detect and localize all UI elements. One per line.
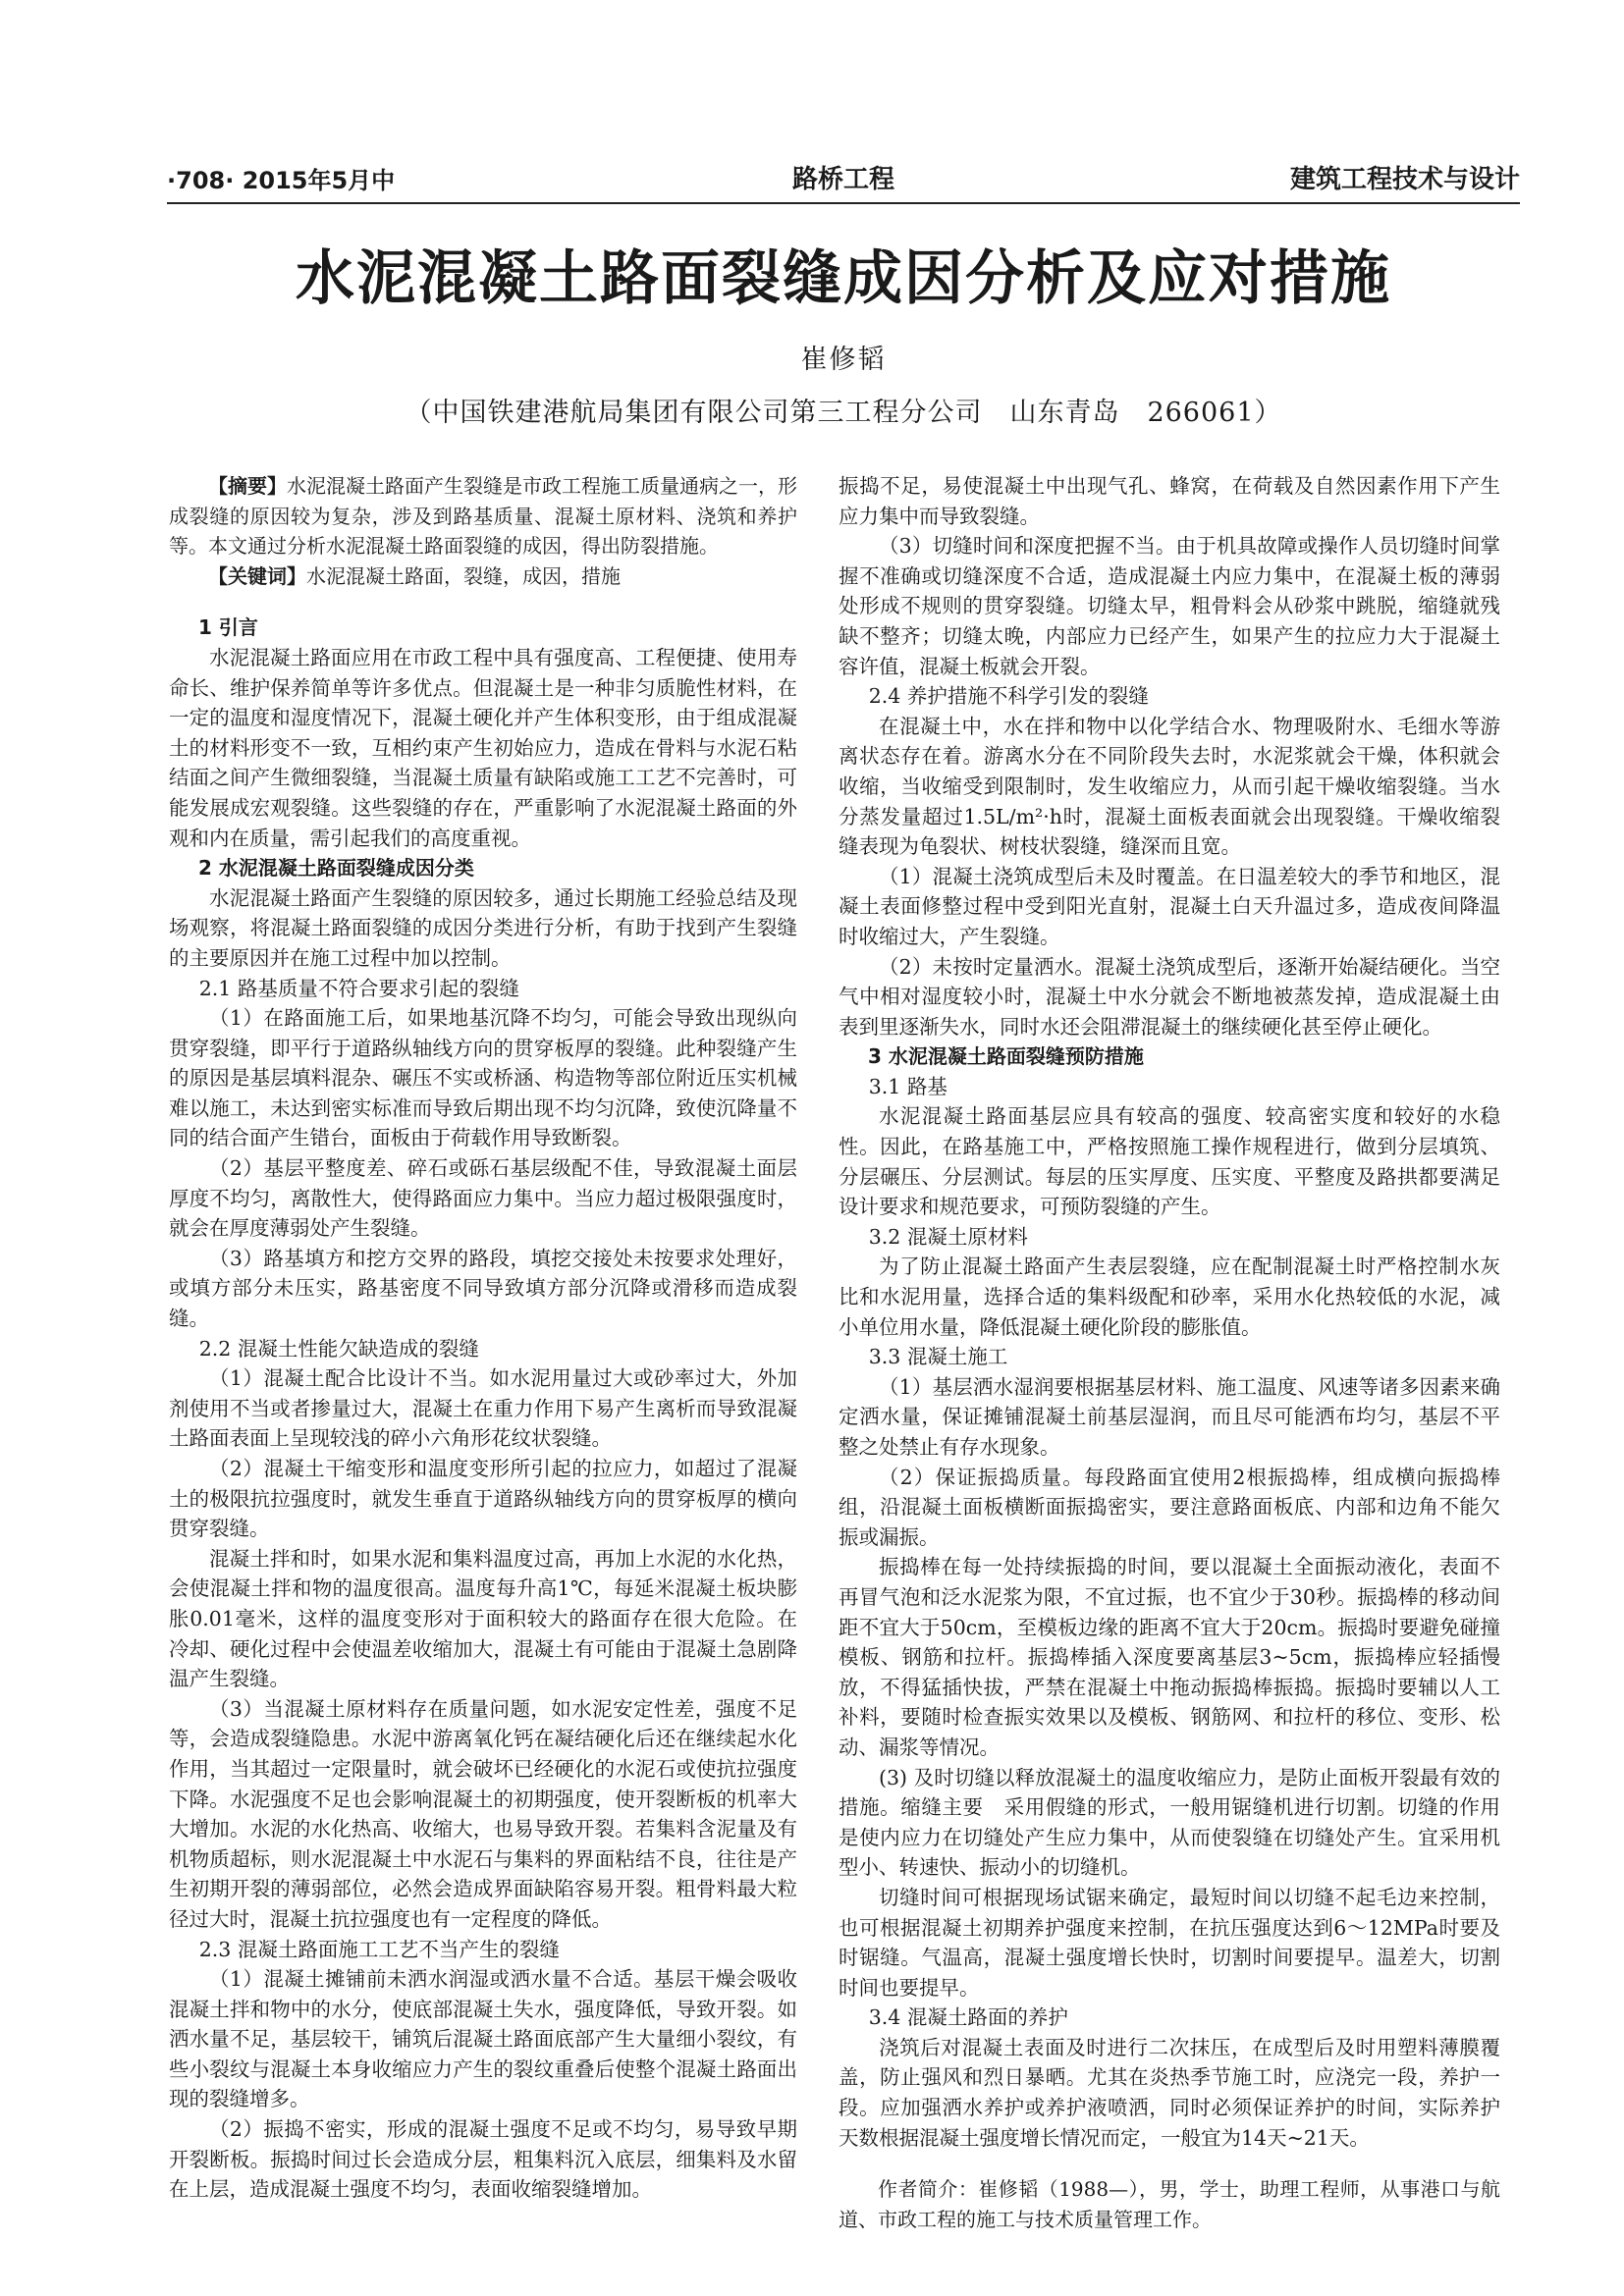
heading-2-1: 2.1 路基质量不符合要求引起的裂缝 (198, 976, 519, 1000)
heading-2-3: 2.3 混凝土路面施工工艺不当产生的裂缝 (198, 1937, 560, 1961)
spacer (839, 2153, 1500, 2174)
paragraph: （1）混凝土配合比设计不当。如水泥用量过大或砂率过大，外加剂使用不当或者掺量过大，混凝土在重力作用下易产生离析而导致混凝土路面表面上呈现较浅的碎小六角形花纹状裂缝。 (169, 1366, 797, 1451)
page-info: ·708· 2015年5月中 (167, 167, 396, 194)
paragraph: 水泥混凝土路面应用在市政工程中具有强度高、工程便捷、使用寿命长、维护保养简单等许多优点。但混凝土是一种非匀质脆性材料，在一定的温度和湿度情况下，混凝土硬化并产生体积变形，由于组成混凝土的材料形变不一致，互相约束产生初始应力，造成在骨料与水泥石粘结面之间产生微细裂缝，当混凝土质量有缺陷或施工工艺不完善时，可能发展成宏观裂缝。这些裂缝的存在，严重影响了水泥混凝土路面的外观和内在质量，需引起我们的高度重视。 (169, 645, 797, 850)
paragraph: （1）基层洒水湿润要根据基层材料、施工温度、风速等诸多因素来确定洒水量，保证摊铺混凝土前基层湿润，而且尽可能洒布均匀，基层不平整之处禁止有存水现象。 (839, 1374, 1500, 1459)
header-rule (167, 202, 1520, 204)
paragraph: 混凝土拌和时，如果水泥和集料温度过高，再加上水泥的水化热，会使混凝土拌和物的温度很高。温度每升高1℃，每延米混凝土板块膨胀0.01毫米，这样的温度变形对于面积较大的路面存在很大危险。在冷却、硬化过程中会使温差收缩加大，混凝土有可能由于混凝土急剧降温产生裂缝。 (169, 1546, 797, 1691)
paragraph: (3) 及时切缝以释放混凝土的温度收缩应力，是防止面板开裂最有效的措施。缩缝主要 采用假缝的形式，一般用锯缝机进行切割。切缝的作用是使内应力在切缝处产生应力集中，从而使裂缝在切缝处产生。宜采用机型小、转速快、振动小的切缝机。 (839, 1765, 1500, 1880)
paragraph: 水泥混凝土路面产生裂缝的原因较多，通过长期施工经验总结及现场观察，将混凝土路面裂缝的成因分类进行分析，有助于找到产生裂缝的主要原因并在施工过程中加以控制。 (169, 885, 797, 970)
paragraph: （1）在路面施工后，如果地基沉降不均匀，可能会导致出现纵向贯穿裂缝，即平行于道路纵轴线方向的贯穿板厚的裂缝。此种裂缝产生的原因是基层填料混杂、碾压不实或桥涵、构造物等部位附近压实机械难以施工，未达到密实标准而导致后期出现不均匀沉降，致使沉降量不同的结合面产生错台，面板由于荷载作用导致断裂。 (169, 1006, 797, 1150)
abstract-label: 【摘要】 (208, 474, 287, 498)
abstract-text: 水泥混凝土路面产生裂缝是市政工程施工质量通病之一，形成裂缝的原因较为复杂，涉及到路基质量、混凝土原材料、浇筑和养护等。本文通过分析水泥混凝土路面裂缝的成因，得出防裂措施。 (169, 474, 797, 559)
heading-section-3: 3 水泥混凝土路面裂缝预防措施 (868, 1044, 1144, 1069)
paragraph: （2）未按时定量洒水。混凝土浇筑成型后，逐渐开始凝结硬化。当空气中相对湿度较小时，混凝土中水分就会不断地被蒸发掉，造成混凝土由表到里逐渐失水，同时水还会阻滞混凝土的继续硬化甚至停止硬化。 (839, 954, 1500, 1039)
heading-2-2: 2.2 混凝土性能欠缺造成的裂缝 (198, 1336, 479, 1361)
paragraph: （3）切缝时间和深度把握不当。由于机具故障或操作人员切缝时间掌握不准确或切缝深度不合适，造成混凝土内应力集中，在混凝土板的薄弱处形成不规则的贯穿裂缝。切缝太早，粗骨料会从砂浆中跳脱，缩缝就残缺不整齐；切缝太晚，内部应力已经产生，如果产生的拉应力大于混凝土容许值，混凝土板就会开裂。 (839, 534, 1500, 678)
paragraph: （2）基层平整度差、碎石或砾石基层级配不佳，导致混凝土面层厚度不均匀，离散性大，使得路面应力集中。当应力超过极限强度时，就会在厚度薄弱处产生裂缝。 (169, 1156, 797, 1241)
journal-name: 建筑工程技术与设计 (1289, 165, 1520, 194)
paragraph: 在混凝土中，水在拌和物中以化学结合水、物理吸附水、毛细水等游离状态存在着。游离水分在不同阶段失去时，水泥浆就会干燥，体积就会收缩，当收缩受到限制时，发生收缩应力，从而引起干燥收缩裂缝。当水分蒸发量超过1.5L/m²·h时，混凝土面板表面就会出现裂缝。干燥收缩裂缝表现为龟裂状、树枝状裂缝，缝深而且宽。 (839, 714, 1500, 859)
page-header (167, 157, 1520, 202)
paragraph: 振捣不足，易使混凝土中出现气孔、蜂窝，在荷载及自然因素作用下产生应力集中而导致裂缝。 (839, 474, 1500, 528)
paragraph: （3）路基填方和挖方交界的路段，填挖交接处未按要求处理好，或填方部分未压实，路基密度不同导致填方部分沉降或滑移而造成裂缝。 (169, 1246, 797, 1331)
heading-introduction: 1 引言 (198, 615, 258, 640)
author-name: 崔修韬 (800, 345, 887, 375)
paragraph: （2）保证振捣质量。每段路面宜使用2根振捣棒，组成横向振捣棒组，沿混凝土面板横断面振捣密实，要注意路面板底、内部和边角不能欠振或漏振。 (839, 1465, 1500, 1549)
paragraph: （2）振捣不密实，形成的混凝土强度不足或不均匀，易导致早期开裂断板。振捣时间过长会造成分层，粗集料沉入底层，细集料及水留在上层，造成混凝土强度不均匀，表面收缩裂缝增加。 (169, 2117, 797, 2202)
paragraph: 振捣棒在每一处持续振捣的时间，要以混凝土全面振动液化，表面不再冒气泡和泛水泥浆为限，不宜过振，也不宜少于30秒。振捣棒的移动间距不宜大于50cm，至模板边缘的距离不宜大于20cm。振捣时要避免碰撞模板、钢筋和拉杆。振捣棒插入深度要离基层3~5cm，振捣棒应轻插慢放，不得猛插快拔，严禁在混凝土中拖动振捣棒振捣。振捣时要辅以人工补料，要随时检查振实效果以及模板、钢筋网、和拉杆的移位、变形、松动、漏浆等情况。 (839, 1555, 1500, 1759)
spacer (169, 591, 797, 613)
heading-2-4: 2.4 养护措施不科学引发的裂缝 (868, 684, 1149, 709)
article-title: 水泥混凝土路面裂缝成因分析及应对措施 (296, 244, 1391, 313)
author-affiliation: （中国铁建港航局集团有限公司第三工程分公司 山东青岛 266061） (405, 398, 1282, 428)
paragraph: （1）混凝土浇筑成型后未及时覆盖。在日温差较大的季节和地区，混凝土表面修整过程中受到阳光直射，混凝土白天升温过多，造成夜间降温时收缩过大，产生裂缝。 (839, 864, 1500, 948)
keywords-text: 水泥混凝土路面，裂缝，成因，措施 (306, 563, 621, 588)
paragraph: （1）混凝土摊铺前未洒水润湿或洒水量不合适。基层干燥会吸收混凝土拌和物中的水分，使底部混凝土失水，强度降低，导致开裂。如洒水量不足，基层较干，铺筑后混凝土路面底部产生大量细小裂纹，有些小裂纹与混凝土本身收缩应力产生的裂纹重叠后使整个混凝土路面出现的裂缝增多。 (169, 1967, 797, 2111)
heading-3-4: 3.4 混凝土路面的养护 (868, 2005, 1068, 2030)
heading-3-1: 3.1 路基 (868, 1074, 947, 1098)
paragraph: 浇筑后对混凝土表面及时进行二次抹压，在成型后及时用塑料薄膜覆盖，防止强风和烈日暴晒。尤其在炎热季节施工时，应浇完一段，养护一段。应加强洒水养护或养护液喷洒，同时必须保证养护的时间，实际养护天数根据混凝土强度增长情况而定，一般宜为14天~21天。 (839, 2035, 1500, 2150)
heading-3-3: 3.3 混凝土施工 (868, 1345, 1008, 1369)
paragraph: 切缝时间可根据现场试锯来确定，最短时间以切缝不起毛边来控制，也可根据混凝土初期养护强度来控制，在抗压强度达到6～12MPa时要及时锯缝。气温高，混凝土强度增长快时，切割时间要提早。温差大，切割时间也要提早。 (839, 1885, 1500, 2000)
paragraph: 水泥混凝土路面基层应具有较高的强度、较高密实度和较好的水稳性。因此，在路基施工中，严格按照施工操作规程进行，做到分层填筑、分层碾压、分层测试。每层的压实厚度、压实度、平整度及路拱都要满足设计要求和规范要求，可预防裂缝的产生。 (839, 1104, 1500, 1219)
paragraph: （3）当混凝土原材料存在质量问题，如水泥安定性差，强度不足等，会造成裂缝隐患。水泥中游离氧化钙在凝结硬化后还在继续起水化作用，当其超过一定限量时，就会破坏已经硬化的水泥石或使抗拉强度下降。水泥强度不足也会影响混凝土的初期强度，使开裂断板的机率大大增加。水泥的水化热高、收缩大，也易导致开裂。若集料含泥量及有机物质超标，则水泥混凝土中水泥石与集料的界面粘结不良，往往是产生初期开裂的薄弱部位，必然会造成界面缺陷容易开裂。粗骨料最大粒径过大时，混凝土抗拉强度也有一定程度的降低。 (169, 1696, 797, 1931)
paragraph: （2）混凝土干缩变形和温度变形所引起的拉应力，如超过了混凝土的极限抗拉强度时，就发生垂直于道路纵轴线方向的贯穿板厚的横向贯穿裂缝。 (169, 1457, 797, 1541)
abstract (169, 471, 797, 591)
paragraph: 为了防止混凝土路面产生表层裂缝，应在配制混凝土时严格控制水灰比和水泥用量，选择合适的集料级配和砂率，采用水化热较低的水泥，减小单位用水量，降低混凝土硬化阶段的膨胀值。 (839, 1255, 1500, 1339)
section-name: 路桥工程 (791, 165, 894, 194)
keywords-label: 【关键词】 (208, 563, 306, 588)
author-bio: 作者简介：崔修韬（1988—），男，学士，助理工程师，从事港口与航道、市政工程的施工与技术质量管理工作。 (839, 2177, 1500, 2231)
heading-3-2: 3.2 混凝土原材料 (868, 1224, 1028, 1249)
right-column (839, 471, 1500, 2234)
heading-section-2: 2 水泥混凝土路面裂缝成因分类 (198, 856, 474, 881)
left-column (169, 471, 797, 2205)
